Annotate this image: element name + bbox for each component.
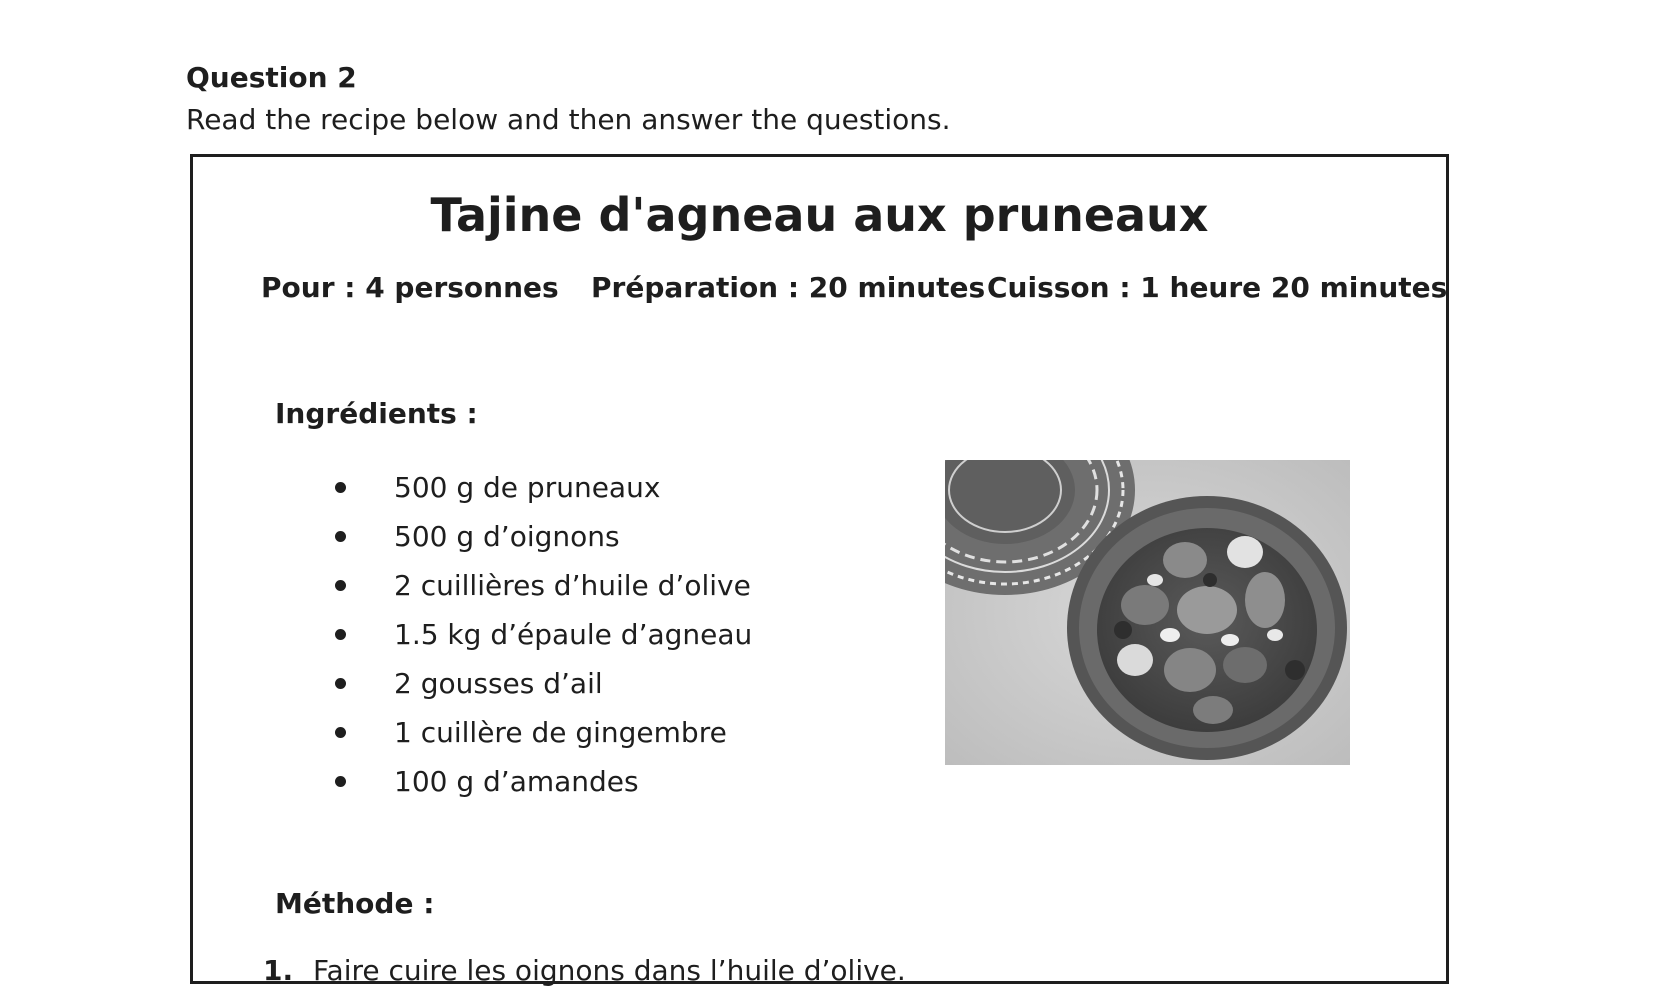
bullet-icon — [335, 776, 346, 787]
tajine-dish — [1067, 496, 1347, 760]
ingredient-text: 500 g d’oignons — [394, 520, 620, 553]
bullet-icon — [335, 531, 346, 542]
bullet-icon — [335, 727, 346, 738]
bullet-icon — [335, 482, 346, 493]
ingredient-text: 100 g d’amandes — [394, 765, 639, 798]
ingredients-heading: Ingrédients : — [275, 397, 478, 430]
method-heading: Méthode : — [275, 887, 435, 920]
recipe-serves: Pour : 4 personnes — [261, 271, 559, 304]
method-step — [263, 953, 906, 989]
recipe-preparation-time: Préparation : 20 minutes — [591, 271, 986, 304]
recipe-box — [190, 154, 1449, 987]
question-instruction: Read the recipe below and then answer the questions. — [186, 103, 951, 136]
step-text: Faire cuire les oignons dans l’huile d’olive. — [313, 954, 906, 987]
ingredient-text: 2 gousses d’ail — [394, 667, 603, 700]
question-label: Question 2 — [186, 61, 357, 94]
ingredient-text: 1.5 kg d’épaule d’agneau — [394, 618, 753, 651]
step-number: 1. — [263, 954, 294, 987]
bullet-icon — [335, 629, 346, 640]
tajine-photo — [945, 460, 1350, 765]
recipe-cooking-time: Cuisson : 1 heure 20 minutes — [987, 271, 1448, 304]
ingredient-text: 2 cuillières d’huile d’olive — [394, 569, 751, 602]
recipe-title: Tajine d'agneau aux pruneaux — [430, 188, 1209, 242]
bullet-icon — [335, 580, 346, 591]
bullet-icon — [335, 678, 346, 689]
ingredient-text: 500 g de pruneaux — [394, 471, 661, 504]
ingredient-text: 1 cuillère de gingembre — [394, 716, 727, 749]
